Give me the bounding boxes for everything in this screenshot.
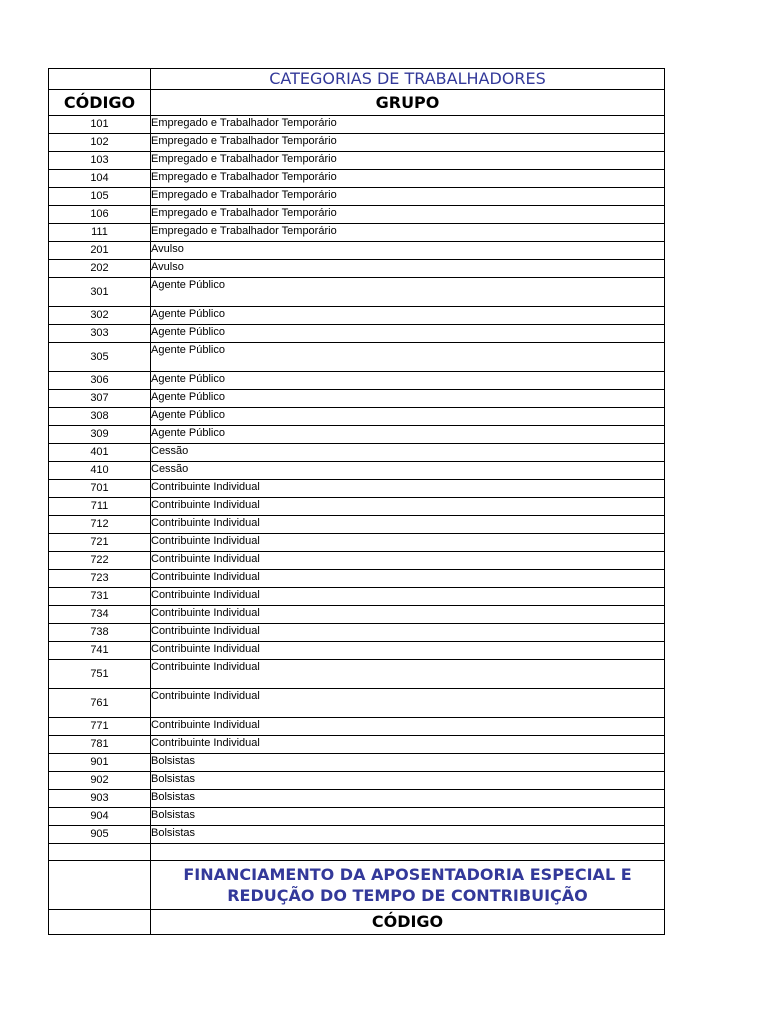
code-cell: 751: [49, 660, 151, 689]
table-row: [49, 826, 665, 844]
code-cell: 410: [49, 462, 151, 480]
title-row: [49, 69, 665, 90]
blank-cell: [49, 844, 151, 861]
table-row: [49, 516, 665, 534]
group-cell: Empregado e Trabalhador Temporário: [151, 206, 665, 224]
table-row: [49, 278, 665, 307]
table-row: [49, 642, 665, 660]
code-cell: 104: [49, 170, 151, 188]
group-cell: Avulso: [151, 260, 665, 278]
code-cell: 305: [49, 343, 151, 372]
group-cell: Empregado e Trabalhador Temporário: [151, 134, 665, 152]
table-row: [49, 736, 665, 754]
group-cell: Contribuinte Individual: [151, 660, 665, 689]
code-cell: 722: [49, 552, 151, 570]
table-row: [49, 408, 665, 426]
code-cell: 103: [49, 152, 151, 170]
financing-code-header: CÓDIGO: [151, 910, 665, 935]
group-cell: Contribuinte Individual: [151, 718, 665, 736]
group-cell: Contribuinte Individual: [151, 516, 665, 534]
table-row: [49, 570, 665, 588]
code-cell: 902: [49, 772, 151, 790]
financing-title-row: [49, 861, 665, 910]
group-cell: Agente Público: [151, 278, 665, 307]
code-cell: 101: [49, 116, 151, 134]
code-cell: 761: [49, 689, 151, 718]
table-title: CATEGORIAS DE TRABALHADORES: [151, 69, 665, 90]
table-row: [49, 754, 665, 772]
group-cell: Contribuinte Individual: [151, 534, 665, 552]
blank-cell: [151, 844, 665, 861]
financing-blank-cell: [49, 861, 151, 910]
code-cell: 731: [49, 588, 151, 606]
table-row: [49, 790, 665, 808]
group-cell: Bolsistas: [151, 808, 665, 826]
table-row: [49, 343, 665, 372]
code-cell: 106: [49, 206, 151, 224]
group-cell: Agente Público: [151, 325, 665, 343]
financing-title-line1: FINANCIAMENTO DA APOSENTADORIA ESPECIAL E: [183, 865, 632, 884]
group-cell: Bolsistas: [151, 772, 665, 790]
table-row: [49, 480, 665, 498]
code-cell: 771: [49, 718, 151, 736]
code-cell: 734: [49, 606, 151, 624]
code-cell: 712: [49, 516, 151, 534]
code-cell: 303: [49, 325, 151, 343]
code-cell: 905: [49, 826, 151, 844]
code-cell: 741: [49, 642, 151, 660]
table-row: [49, 325, 665, 343]
table-row: [49, 588, 665, 606]
group-cell: Contribuinte Individual: [151, 588, 665, 606]
table-row: [49, 426, 665, 444]
code-cell: 781: [49, 736, 151, 754]
group-cell: Agente Público: [151, 390, 665, 408]
financing-title-line2: REDUÇÃO DO TEMPO DE CONTRIBUIÇÃO: [227, 886, 588, 905]
code-cell: 201: [49, 242, 151, 260]
group-cell: Agente Público: [151, 408, 665, 426]
table-row: [49, 606, 665, 624]
table-row: [49, 260, 665, 278]
group-cell: Bolsistas: [151, 826, 665, 844]
code-cell: 301: [49, 278, 151, 307]
blank-row: [49, 844, 665, 861]
code-column-header: CÓDIGO: [49, 90, 151, 116]
table-row: [49, 808, 665, 826]
group-cell: Contribuinte Individual: [151, 606, 665, 624]
group-cell: Empregado e Trabalhador Temporário: [151, 116, 665, 134]
financing-header-blank-cell: [49, 910, 151, 935]
group-cell: Cessão: [151, 462, 665, 480]
title-blank-cell: [49, 69, 151, 90]
group-cell: Contribuinte Individual: [151, 498, 665, 516]
group-cell: Agente Público: [151, 307, 665, 325]
table-row: [49, 206, 665, 224]
table-row: [49, 307, 665, 325]
group-cell: Contribuinte Individual: [151, 624, 665, 642]
table-row: [49, 660, 665, 689]
group-cell: Empregado e Trabalhador Temporário: [151, 152, 665, 170]
code-cell: 202: [49, 260, 151, 278]
group-cell: Contribuinte Individual: [151, 642, 665, 660]
group-cell: Contribuinte Individual: [151, 689, 665, 718]
header-row: [49, 90, 665, 116]
group-cell: Empregado e Trabalhador Temporário: [151, 170, 665, 188]
table-row: [49, 689, 665, 718]
group-cell: Empregado e Trabalhador Temporário: [151, 188, 665, 206]
group-cell: Contribuinte Individual: [151, 552, 665, 570]
group-cell: Agente Público: [151, 372, 665, 390]
table-row: [49, 552, 665, 570]
code-cell: 309: [49, 426, 151, 444]
code-cell: 738: [49, 624, 151, 642]
code-cell: 105: [49, 188, 151, 206]
table-row: [49, 624, 665, 642]
group-cell: Contribuinte Individual: [151, 570, 665, 588]
code-cell: 711: [49, 498, 151, 516]
code-cell: 306: [49, 372, 151, 390]
table-row: [49, 134, 665, 152]
financing-title: [151, 861, 665, 910]
table-row: [49, 372, 665, 390]
group-column-header: GRUPO: [151, 90, 665, 116]
table-row: [49, 462, 665, 480]
code-cell: 904: [49, 808, 151, 826]
code-cell: 901: [49, 754, 151, 772]
group-cell: Contribuinte Individual: [151, 736, 665, 754]
group-cell: Agente Público: [151, 426, 665, 444]
code-cell: 102: [49, 134, 151, 152]
code-cell: 721: [49, 534, 151, 552]
code-cell: 903: [49, 790, 151, 808]
group-cell: Cessão: [151, 444, 665, 462]
table-row: [49, 188, 665, 206]
table-row: [49, 116, 665, 134]
code-cell: 302: [49, 307, 151, 325]
code-cell: 701: [49, 480, 151, 498]
table-row: [49, 390, 665, 408]
table-row: [49, 224, 665, 242]
table-row: [49, 718, 665, 736]
group-cell: Contribuinte Individual: [151, 480, 665, 498]
table-row: [49, 152, 665, 170]
code-cell: 723: [49, 570, 151, 588]
group-cell: Bolsistas: [151, 754, 665, 772]
table-row: [49, 498, 665, 516]
code-cell: 308: [49, 408, 151, 426]
code-cell: 401: [49, 444, 151, 462]
table-row: [49, 534, 665, 552]
group-cell: Empregado e Trabalhador Temporário: [151, 224, 665, 242]
worker-categories-table: [48, 68, 665, 935]
code-cell: 307: [49, 390, 151, 408]
table-row: [49, 444, 665, 462]
code-cell: 111: [49, 224, 151, 242]
table-row: [49, 170, 665, 188]
table-row: [49, 242, 665, 260]
group-cell: Agente Público: [151, 343, 665, 372]
table-row: [49, 772, 665, 790]
group-cell: Bolsistas: [151, 790, 665, 808]
group-cell: Avulso: [151, 242, 665, 260]
financing-header-row: [49, 910, 665, 935]
